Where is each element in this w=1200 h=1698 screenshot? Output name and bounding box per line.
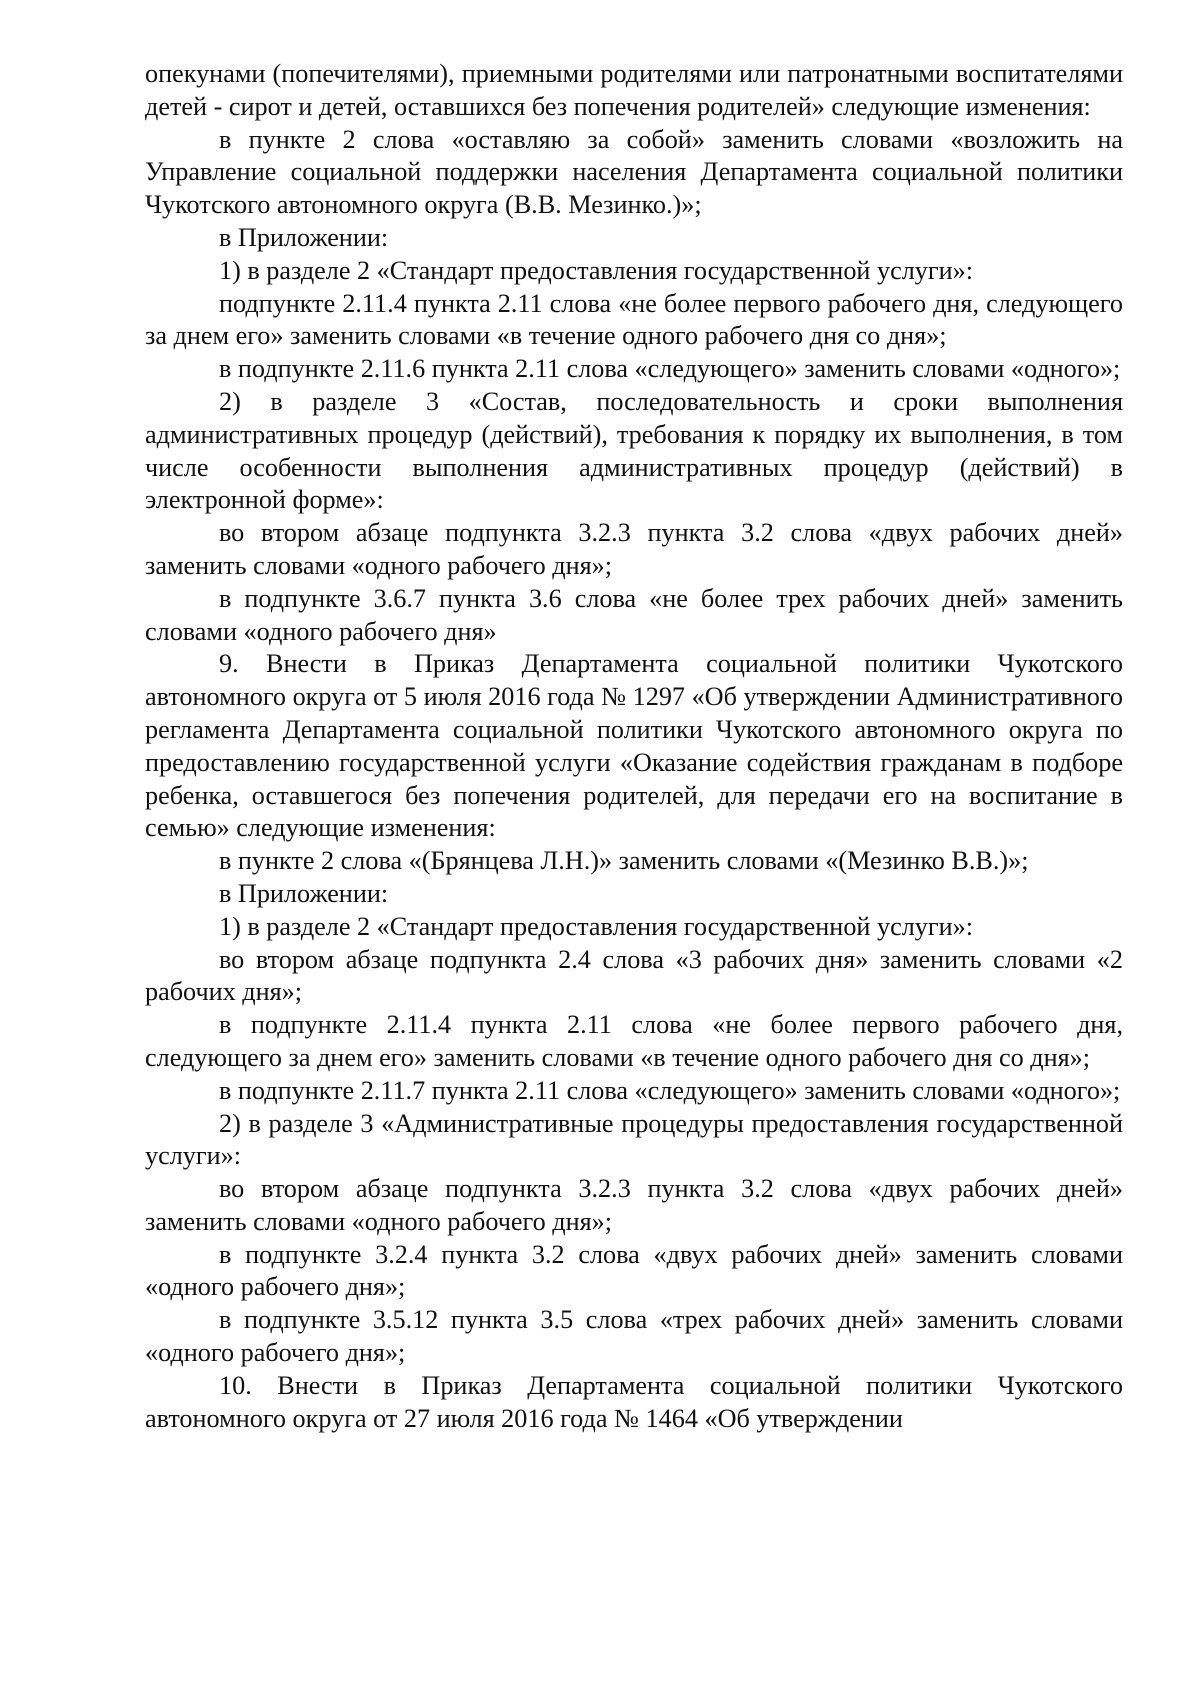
paragraph-subitem-2-4: во втором абзаце подпункта 2.4 слова «3 рабочих дня» заменить словами «2 рабочих дня»; <box>145 944 1123 1007</box>
paragraph-section-3: 2) в разделе 3 «Состав, последовательность и сроки выполнения административных процедур (действий), требования к порядку их выполнения, в том числе особенности выполнения административных процедур (действий) в электронной форме»: <box>145 386 1123 515</box>
paragraph-appendix-heading: в Приложении: <box>219 222 389 252</box>
paragraph-item-2-replacement: в пункте 2 слова «(Брянцева Л.Н.)» заменить словами «(Мезинко В.В.)»; <box>219 846 1029 876</box>
paragraph-appendix-heading-2: в Приложении: <box>219 878 389 908</box>
paragraph-subitem-3-2-3-b: во втором абзаце подпункта 3.2.3 пункта 3.2 слова «двух рабочих дней» заменить словами «одного рабочего дня»; <box>145 1174 1123 1236</box>
paragraph-item-9: 9. Внести в Приказ Департамента социальной политики Чукотского автономного округа от 5 июля 2016 года № 1297 «Об утверждении Административного регламента Департамента социальной политики Чукотского автономного округа по предоставлению государственной услуги «Оказание содействия гражданам в подборе ребенка, оставшегося без попечения родителей, для передачи его на воспитание в семью» следующие изменения: <box>145 649 1123 843</box>
paragraph-section-2-b: 1) в разделе 2 «Стандарт предоставления государственной услуги»: <box>219 911 973 941</box>
paragraph-subitem-3-2-4: в подпункте 3.2.4 пункта 3.2 слова «двух рабочих дней» заменить словами «одного рабочего дня»; <box>145 1239 1123 1302</box>
paragraph-subitem-2-11-4-b: в подпункте 2.11.4 пункта 2.11 слова «не более первого рабочего дня, следующего за днем его» заменить словами «в течение одного рабочего дня со дня»; <box>145 1010 1123 1072</box>
paragraph-item-10: 10. Внести в Приказ Департамента социальной политики Чукотского автономного округа от 27 июля 2016 года № 1464 «Об утверждении <box>145 1370 1123 1433</box>
paragraph-subitem-3-6-7: в подпункте 3.6.7 пункта 3.6 слова «не более трех рабочих дней» заменить словами «одного рабочего дня» <box>145 583 1123 646</box>
document-page <box>145 58 1123 1435</box>
paragraph-subitem-2-11-6: в подпункте 2.11.6 пункта 2.11 слова «следующего» заменить словами «одного»; <box>219 354 1121 384</box>
paragraph-continuation: опекунами (попечителями), приемными родителями или патронатными воспитателями детей - сирот и детей, оставшихся без попечения родителей» следующие изменения: <box>145 59 1123 121</box>
paragraph-subitem-2-11-7: в подпункте 2.11.7 пункта 2.11 слова «следующего» заменить словами «одного»; <box>219 1075 1121 1105</box>
paragraph-section-3-b: 2) в разделе 3 «Административные процедуры предоставления государственной услуги»: <box>145 1108 1123 1171</box>
paragraph-subitem-3-5-12: в подпункте 3.5.12 пункта 3.5 слова «трех рабочих дней» заменить словами «одного рабочего дня»; <box>145 1305 1123 1368</box>
paragraph-item-2-assignment: в пункте 2 слова «оставляю за собой» заменить словами «возложить на Управление социальной поддержки населения Департамента социальной политики Чукотского автономного округа (В.В. Мезинко.)»; <box>145 124 1123 220</box>
paragraph-subitem-3-2-3: во втором абзаце подпункта 3.2.3 пункта 3.2 слова «двух рабочих дней» заменить словами «одного рабочего дня»; <box>145 518 1123 580</box>
paragraph-subitem-2-11-4: подпункте 2.11.4 пункта 2.11 слова «не более первого рабочего дня, следующего за днем его» заменить словами «в течение одного рабочего дня со дня»; <box>145 288 1123 351</box>
paragraph-section-2: 1) в разделе 2 «Стандарт предоставления государственной услуги»: <box>219 255 973 285</box>
